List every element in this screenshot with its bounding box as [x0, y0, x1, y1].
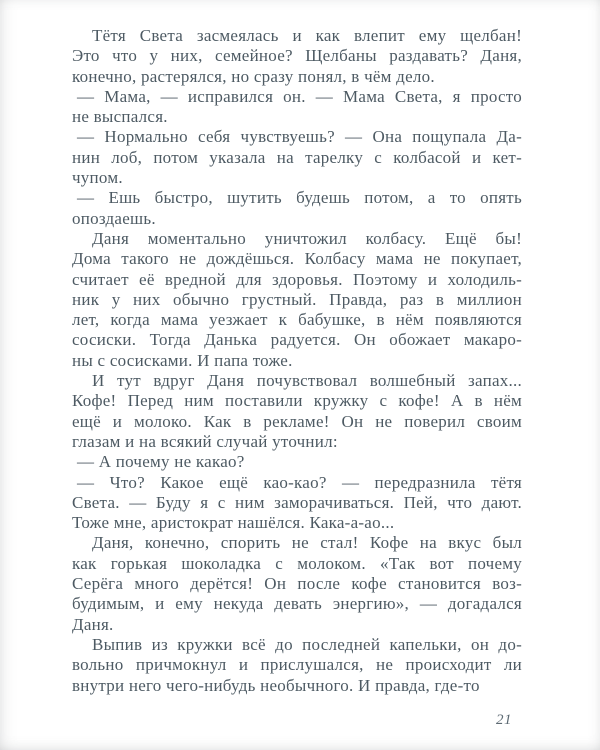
paragraph: [72, 127, 522, 188]
text-line: Дома такого не дождёшься. Колбасу мама не покупает,: [72, 249, 522, 269]
text-line: как горькая шоколадка с молоком. «Так вот почему: [72, 553, 522, 573]
text-line: конечно, растерялся, но сразу понял, в чём дело.: [72, 66, 435, 86]
text-line: Даня моментально уничтожил колбасу. Ещё бы!: [92, 228, 522, 248]
text-line: Света. — Буду я с ним заморачиваться. Пей, что дают.: [72, 492, 522, 512]
paragraph: [72, 188, 522, 229]
text-line: Серёга много дерётся! Он после кофе становится воз-: [72, 574, 522, 594]
text-line: Это что у них, семейное? Щелбаны раздавать? Даня,: [72, 46, 522, 66]
text-line: считает её вредной для здоровья. Поэтому и холодиль-: [72, 269, 522, 289]
text-line: Кофе! Перед ним поставили кружку с кофе! А в нём: [72, 391, 522, 411]
text-line: глазам и на всякий случай уточнил:: [72, 431, 338, 451]
text-line: не выспался.: [72, 107, 168, 127]
text-line: — Нормально себя чувствуешь? — Она пощупала Да-: [77, 127, 522, 147]
paragraph: [72, 533, 522, 634]
text-line: ны с сосисками. И папа тоже.: [72, 350, 293, 370]
text-line: — Что? Какое ещё као-као? — передразнила тётя: [77, 472, 522, 492]
text-line: чупом.: [72, 168, 123, 188]
text-line: сосиски. Тогда Данька радуется. Он обожает макаро-: [72, 330, 522, 350]
paragraph: [72, 473, 522, 534]
text-line: лет, когда мама уезжает к бабушке, в нём появляются: [72, 310, 522, 330]
page-number: 21: [496, 712, 512, 728]
text-line: Тоже мне, аристократ нашёлся. Кака-а-ао...: [72, 513, 395, 533]
text-line: Даня.: [72, 614, 114, 634]
text-line: вольно причмокнул и прислушался, не происходит ли: [72, 655, 522, 675]
text-line: ещё и молоко. Как в рекламе! Он не поверил своим: [72, 411, 522, 431]
text-line: ник у них обычно грустный. Правда, раз в миллион: [72, 289, 522, 309]
text-line: будимым, и ему некуда девать энергию», — догадался: [72, 594, 522, 614]
text-line: Тётя Света засмеялась и как влепит ему щелбан!: [92, 26, 522, 45]
paragraph: [72, 635, 522, 696]
paragraph: [72, 26, 522, 87]
text-line: И тут вдруг Даня почувствовал волшебный запах...: [92, 371, 522, 391]
paragraph: [72, 452, 522, 472]
text-line: Даня, конечно, спорить не стал! Кофе на вкус был: [92, 533, 522, 553]
paragraph: [72, 229, 522, 371]
paragraph: [72, 87, 522, 128]
text-line: — Мама, — исправился он. — Мама Света, я просто: [77, 86, 522, 106]
text-line: — Ешь быстро, шутить будешь потом, а то опять: [77, 188, 522, 208]
text-block: [72, 26, 522, 696]
text-line: Выпив из кружки всё до последней капельки, он до-: [92, 634, 522, 654]
paragraph: [72, 371, 522, 452]
text-line: нин лоб, потом указала на тарелку с колбасой и кет-: [72, 147, 522, 167]
text-line: опоздаешь.: [72, 208, 156, 228]
text-line: — А почему не какао?: [77, 452, 245, 472]
text-line: внутри него чего-нибудь необычного. И правда, где-то: [72, 675, 480, 695]
